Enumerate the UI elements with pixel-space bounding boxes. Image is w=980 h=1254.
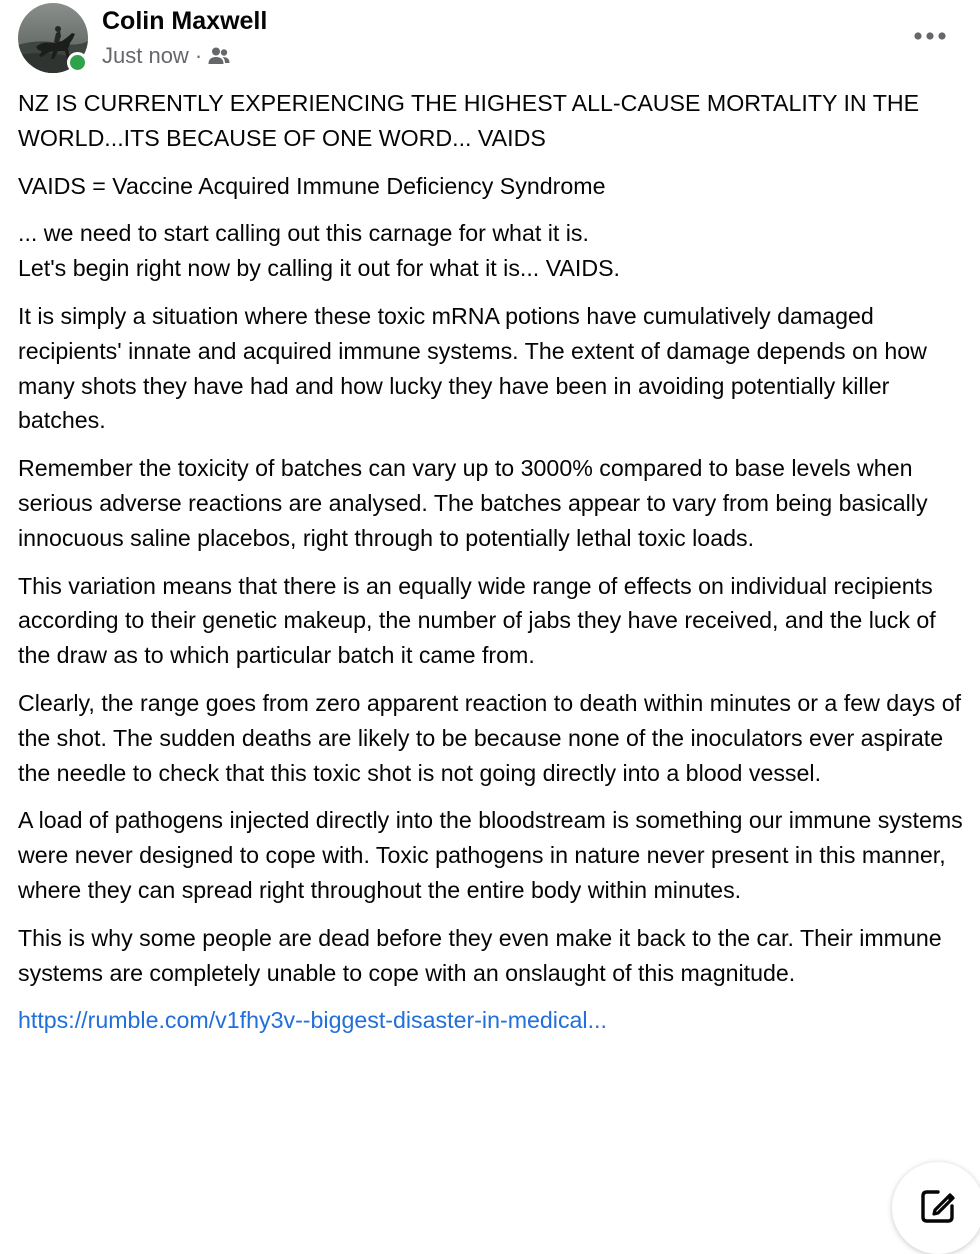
- compose-button[interactable]: [892, 1162, 980, 1254]
- post-timestamp[interactable]: Just now: [102, 43, 189, 68]
- post-paragraph: It is simply a situation where these toxic mRNA potions have cumulatively damaged recipients' innate and acquired immune systems. The extent of damage depends on how many shots they have had and how lucky they have been in avoiding potentially killer batches.: [18, 302, 927, 434]
- author-name[interactable]: Colin Maxwell: [102, 7, 268, 35]
- post-paragraph: VAIDS = Vaccine Acquired Immune Deficiency Syndrome: [18, 172, 606, 199]
- post-paragraph: This variation means that there is an equally wide range of effects on individual recipients according to their genetic makeup, the number of jabs they have received, and the luck of the draw as to which particular batch it came from.: [18, 572, 936, 669]
- post-link-paragraph: [18, 1003, 963, 1038]
- post-paragraph: ... we need to start calling out this carnage for what it is. Let's begin right now by calling it out for what it is... VAIDS.: [18, 220, 621, 282]
- post-paragraph: A load of pathogens injected directly into the bloodstream is something our immune systems were never designed to cope with. Toxic pathogens in nature never present in this manner, where they can spread right throughout the entire body within minutes.: [18, 807, 963, 903]
- post-meta: [102, 43, 231, 69]
- friends-icon[interactable]: [207, 46, 231, 66]
- post-paragraph: NZ IS CURRENTLY EXPERIENCING THE HIGHEST ALL-CAUSE MORTALITY IN THE WORLD...ITS BECAUSE OF ONE WORD... VAIDS: [18, 90, 920, 151]
- compose-icon: [918, 1186, 958, 1226]
- post-paragraph: This is why some people are dead before they even make it back to the car. Their immune systems are completely unable to cope with an onslaught of this magnitude.: [18, 924, 942, 986]
- more-options-button[interactable]: [910, 21, 950, 51]
- post-paragraph: Clearly, the range goes from zero apparent reaction to death within minutes or a few days of the shot. The sudden deaths are likely to be because none of the inoculators ever aspirate the needle to check that this toxic shot is not going directly into a blood vessel.: [18, 689, 962, 786]
- more-horizontal-icon: [913, 32, 947, 40]
- post-paragraph: Remember the toxicity of batches can vary up to 3000% compared to base levels when serious adverse reactions are analysed. The batches appear to vary from being basically innocuous saline placebos, right through to potentially lethal toxic loads.: [18, 455, 928, 551]
- post-header: [18, 3, 968, 73]
- post-body: [18, 86, 963, 1051]
- meta-separator: ·: [194, 43, 203, 68]
- online-status-dot: [67, 52, 88, 73]
- post-link[interactable]: https://rumble.com/v1fhy3v--biggest-disaster-in-medical...: [18, 1007, 607, 1034]
